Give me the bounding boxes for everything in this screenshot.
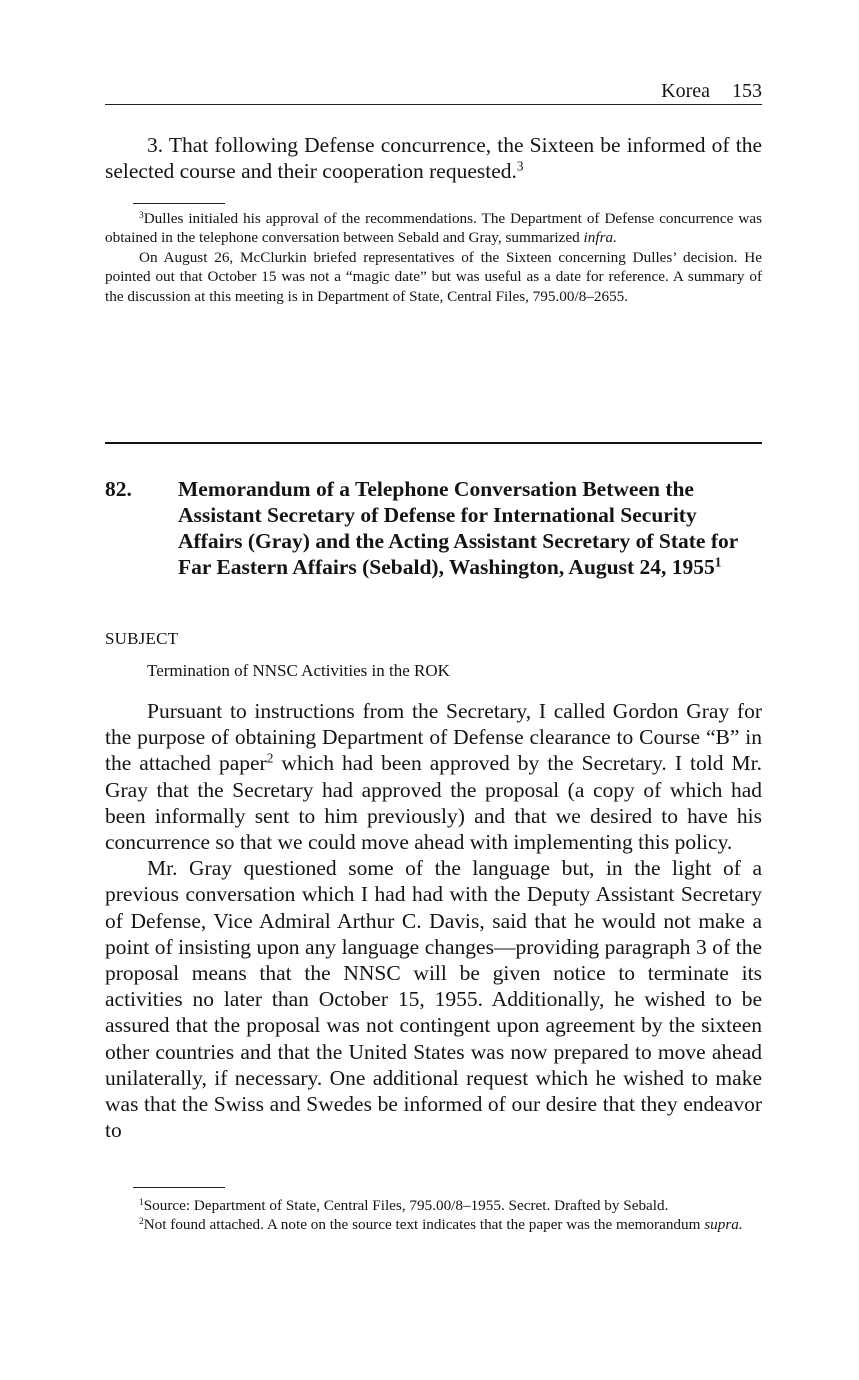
body-paragraph-1	[105, 698, 762, 855]
footnote-2	[105, 1215, 762, 1234]
footnote-1-marker: 1	[139, 1197, 144, 1208]
footnote-2-text: Not found attached. A note on the source text indicates that the paper was the memorandum	[143, 1216, 705, 1234]
footnote-2-supra: supra.	[704, 1216, 743, 1234]
section-divider	[105, 442, 762, 444]
document-number: 82.	[105, 477, 132, 501]
p1-text-a: Pursuant to instructions from the Secretary, I called Gordon Gray for the purpose of obtaining Department of Defense clearance to Course “B” in the attached paper	[105, 699, 762, 776]
footnote-1	[105, 1196, 762, 1215]
running-head	[105, 78, 762, 104]
footnote-ref-2: 2	[266, 751, 274, 767]
footnote-3	[105, 209, 762, 248]
footnote-ref-3: 3	[516, 158, 524, 174]
document-title-text: Memorandum of a Telephone Conversation Between the Assistant Secretary of Defense for International Security Affairs (Gray) and the Acting Assistant Secretary of State for Far Eastern Affairs (Sebald), Washington, August 24, 1955	[178, 477, 738, 579]
p1-text-b: which had been approved by the Secretary. I told Mr. Gray that the Secretary had approved the proposal (a copy of which had been informally sent to him previously) and that we desired to have his concurrence so that we could move ahead with implementing this policy.	[105, 751, 762, 855]
footnote-2-marker: 2	[139, 1217, 144, 1228]
footnote-1-text: Source: Department of State, Central Files, 795.00/8–1955. Secret. Drafted by Sebald.	[143, 1197, 669, 1214]
footnote-3-infra: infra.	[583, 229, 617, 247]
subject-label: SUBJECT	[105, 629, 179, 648]
recommendation-item-3	[105, 132, 762, 184]
main-text	[105, 698, 762, 1143]
footnote-3-marker: 3	[139, 210, 144, 221]
running-head-title: Korea	[661, 80, 710, 102]
footnotes-bottom	[105, 1196, 762, 1235]
footnote-rule-top	[133, 203, 225, 204]
document-heading	[105, 476, 762, 580]
footnote-3-text: Dulles initialed his approval of the recommendations. The Department of Defense concurrence was obtained in the telephone conversation between Sebald and Gray, summarized	[105, 210, 762, 247]
footnote-rule-bottom	[133, 1187, 225, 1188]
footnote-3-paragraph-2: On August 26, McClurkin briefed representatives of the Sixteen concerning Dulles’ decision. He pointed out that October 15 was not a “magic date” but was useful as a date for reference. A summary of the discussion at this meeting is in Department of State, Central Files, 795.00/8–2655.	[105, 248, 762, 305]
header-rule	[105, 104, 762, 105]
footnote-ref-1: 1	[714, 554, 722, 570]
document-title	[178, 476, 762, 580]
body-paragraph-2: Mr. Gray questioned some of the language but, in the light of a previous conversation which I had had with the Deputy Assistant Secretary of Defense, Vice Admiral Arthur C. Davis, said that he would not make a point of insisting upon any language changes—providing paragraph 3 of the proposal means that the NNSC will be given notice to terminate its activities no later than October 15, 1955. Additionally, he wished to be assured that the proposal was not contingent upon agreement by the sixteen other countries and that the United States was now prepared to move ahead unilaterally, if necessary. One additional request which he wished to make was that the Swiss and Swedes be informed of our desire that they endeavor to	[105, 856, 762, 1143]
subject-text: Termination of NNSC Activities in the ROK	[147, 661, 450, 680]
item3-text: 3. That following Defense concurrence, the Sixteen be informed of the selected course and their cooperation requested.	[105, 133, 762, 184]
page-number: 153	[732, 80, 762, 102]
footnotes-top	[105, 209, 762, 306]
